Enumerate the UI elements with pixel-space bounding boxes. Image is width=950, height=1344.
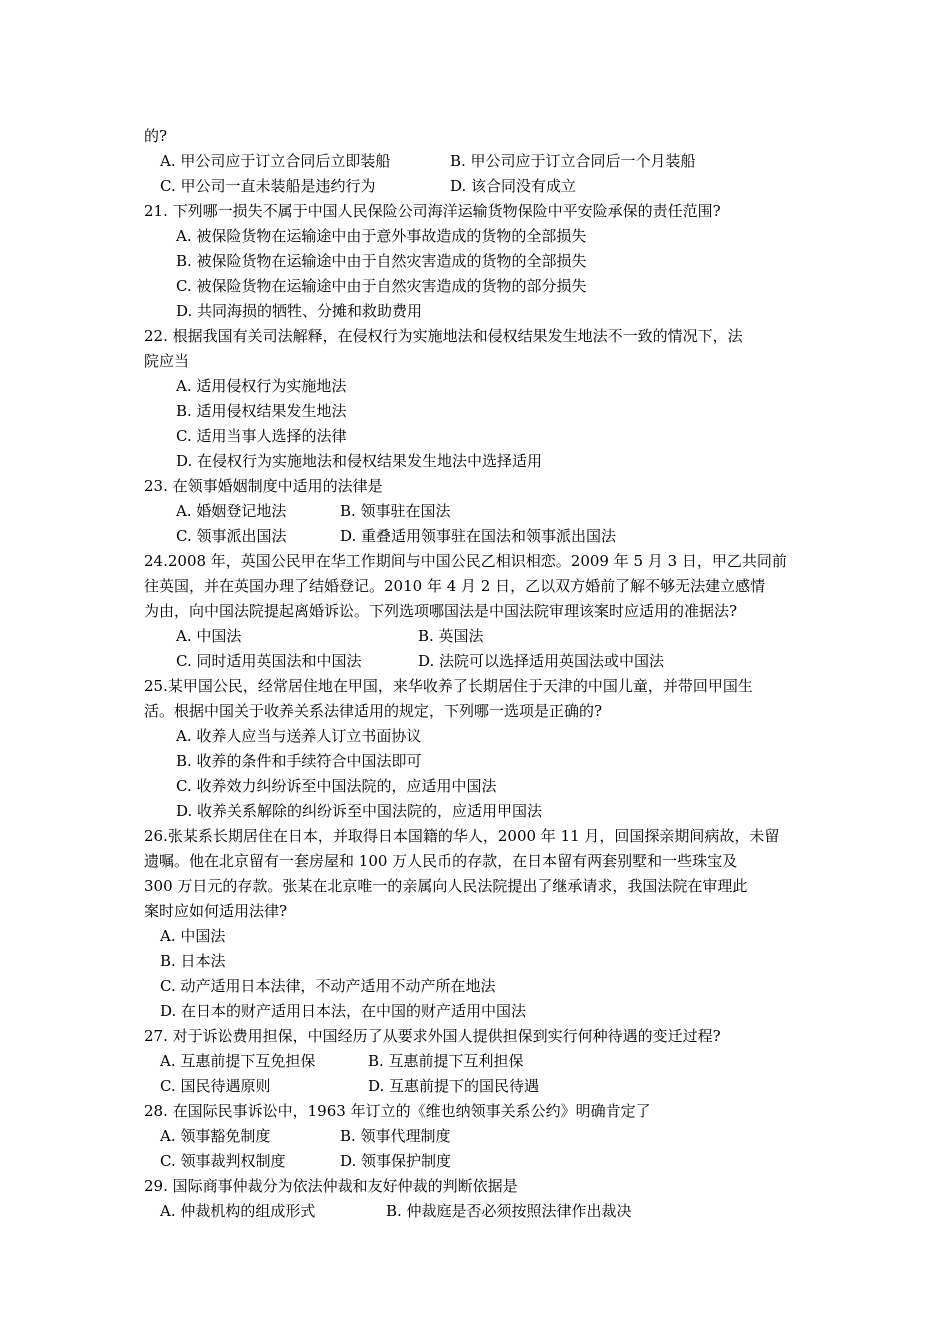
option-a: A. 中国法 — [176, 627, 242, 645]
question-22: 22. 根据我国有关司法解释，在侵权行为实施地法和侵权结果发生地法不一致的情况下，法 — [144, 327, 743, 345]
question-24: 24.2008 年，英国公民甲在华工作期间与中国公民乙相识相恋。2009 年 5 月 3 日，甲乙共同前 — [144, 552, 787, 570]
question-25: 25.某甲国公民，经常居住地在甲国，来华收养了长期居住于天津的中国儿童，并带回甲国生 — [144, 677, 753, 695]
question-26-cont: 300 万日元的存款。张某在北京唯一的亲属向人民法院提出了继承请求，我国法院在审理此 — [144, 877, 748, 895]
option-a: A. 被保险货物在运输途中由于意外事故造成的货物的全部损失 — [176, 227, 587, 245]
option-d: D. 在日本的财产适用日本法，在中国的财产适用中国法 — [160, 1002, 527, 1020]
option-a: A. 收养人应当与送养人订立书面协议 — [176, 727, 422, 745]
question-22-cont: 院应当 — [144, 352, 190, 370]
question-26-cont: 案时应如何适用法律? — [144, 902, 288, 920]
option-b: B. 甲公司应于订立合同后一个月装船 — [450, 152, 696, 170]
question-28: 28. 在国际民事诉讼中，1963 年订立的《维也纳领事关系公约》明确肯定了 — [144, 1102, 651, 1120]
question-27: 27. 对于诉讼费用担保，中国经历了从要求外国人提供担保到实行何种待遇的变迁过程? — [144, 1027, 721, 1045]
option-b: B. 英国法 — [418, 627, 484, 645]
option-a: A. 适用侵权行为实施地法 — [176, 377, 347, 395]
option-d: D. 共同海损的牺牲、分摊和救助费用 — [176, 302, 423, 320]
question-25-cont: 活。根据中国关于收养关系法律适用的规定，下列哪一选项是正确的? — [144, 702, 603, 720]
option-b: B. 收养的条件和手续符合中国法即可 — [176, 752, 422, 770]
option-c: C. 领事派出国法 — [176, 527, 287, 545]
option-d: D. 收养关系解除的纠纷诉至中国法院的，应适用甲国法 — [176, 802, 543, 820]
option-a: A. 婚姻登记地法 — [176, 502, 287, 520]
option-d: D. 领事保护制度 — [340, 1152, 452, 1170]
option-d: D. 法院可以选择适用英国法或中国法 — [418, 652, 665, 670]
option-d: D. 该合同没有成立 — [450, 177, 577, 195]
question-23: 23. 在领事婚姻制度中适用的法律是 — [144, 477, 383, 495]
option-b: B. 适用侵权结果发生地法 — [176, 402, 347, 420]
option-c: C. 国民待遇原则 — [160, 1077, 271, 1095]
option-d: D. 互惠前提下的国民待遇 — [368, 1077, 540, 1095]
option-a: A. 甲公司应于订立合同后立即装船 — [160, 152, 391, 170]
option-d: D. 在侵权行为实施地法和侵权结果发生地法中选择适用 — [176, 452, 543, 470]
option-c: C. 收养效力纠纷诉至中国法院的，应适用中国法 — [176, 777, 497, 795]
option-b: B. 被保险货物在运输途中由于自然灾害造成的货物的全部损失 — [176, 252, 587, 270]
question-24-cont: 为由，向中国法院提起离婚诉讼。下列选项哪国法是中国法院审理该案时应适用的准据法? — [144, 602, 738, 620]
question-26: 26.张某系长期居住在日本，并取得日本国籍的华人，2000 年 11 月，回国探亲期间病故，未留 — [144, 827, 780, 845]
option-c: C. 甲公司一直未装船是违约行为 — [160, 177, 376, 195]
option-c: C. 动产适用日本法律，不动产适用不动产所在地法 — [160, 977, 496, 995]
option-c: C. 被保险货物在运输途中由于自然灾害造成的货物的部分损失 — [176, 277, 587, 295]
question-26-cont: 遗嘱。他在北京留有一套房屋和 100 万人民币的存款，在日本留有两套别墅和一些珠宝及 — [144, 852, 738, 870]
option-b: B. 领事驻在国法 — [340, 502, 451, 520]
option-b: B. 互惠前提下互利担保 — [368, 1052, 524, 1070]
option-d: D. 重叠适用领事驻在国法和领事派出国法 — [340, 527, 617, 545]
option-a: A. 仲裁机构的组成形式 — [160, 1202, 316, 1220]
option-a: A. 领事豁免制度 — [160, 1127, 271, 1145]
option-c: C. 同时适用英国法和中国法 — [176, 652, 362, 670]
option-a: A. 中国法 — [160, 927, 226, 945]
option-a: A. 互惠前提下互免担保 — [160, 1052, 316, 1070]
question-24-cont: 往英国，并在英国办理了结婚登记。2010 年 4 月 2 日，乙以双方婚前了解不够无法建立感情 — [144, 577, 766, 595]
option-b: B. 日本法 — [160, 952, 226, 970]
question-21: 21. 下列哪一损失不属于中国人民保险公司海洋运输货物保险中平安险承保的责任范围? — [144, 202, 721, 220]
continued-question-text: 的? — [144, 127, 168, 145]
option-c: C. 适用当事人选择的法律 — [176, 427, 347, 445]
option-b: B. 领事代理制度 — [340, 1127, 451, 1145]
question-29: 29. 国际商事仲裁分为依法仲裁和友好仲裁的判断依据是 — [144, 1177, 518, 1195]
option-b: B. 仲裁庭是否必须按照法律作出裁决 — [386, 1202, 632, 1220]
option-c: C. 领事裁判权制度 — [160, 1152, 286, 1170]
